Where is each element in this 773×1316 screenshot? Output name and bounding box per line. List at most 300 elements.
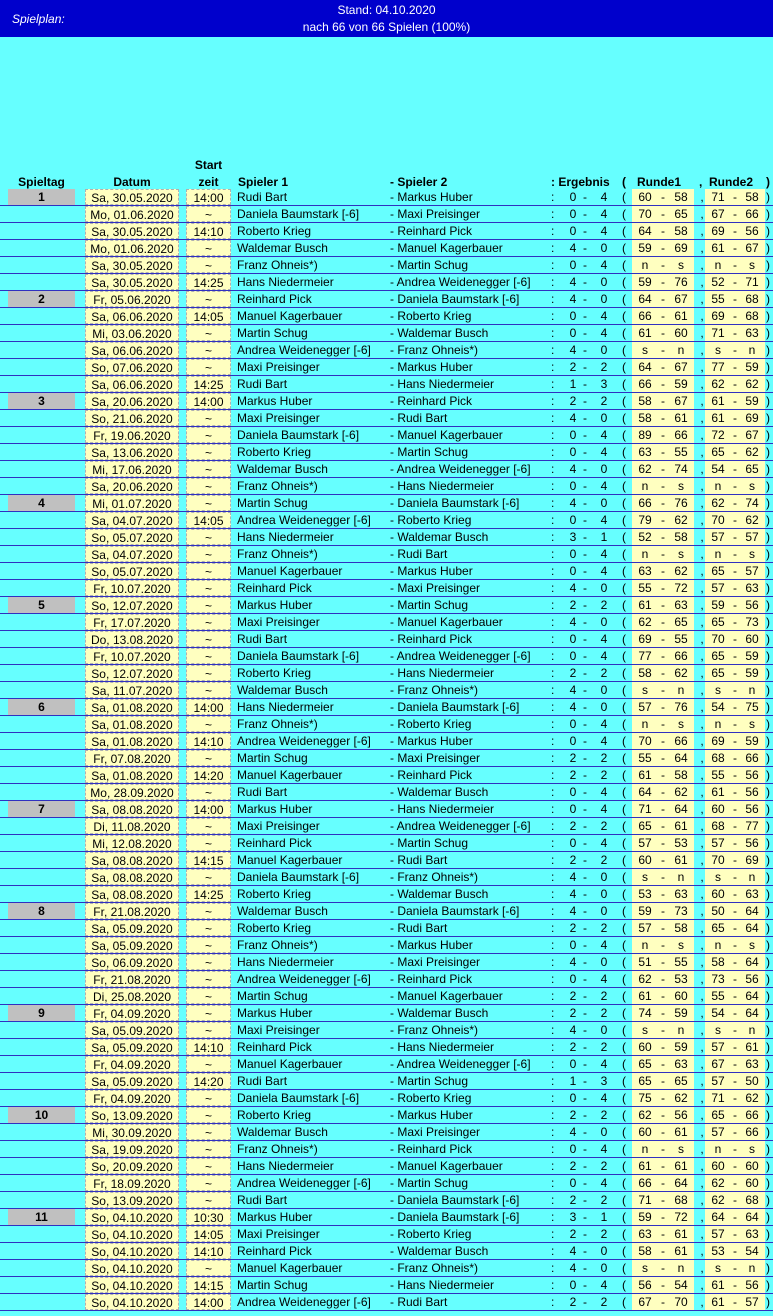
result-away: 2 — [600, 1227, 608, 1241]
round1-away: 59 — [668, 1005, 694, 1021]
open-paren: ( — [622, 530, 626, 544]
round2-away: s — [739, 1141, 765, 1157]
col-comma: , — [699, 175, 703, 189]
result-away: 0 — [600, 955, 608, 969]
round2-home: 61 — [705, 784, 731, 800]
start-time-cell: ~ — [186, 818, 231, 834]
result-away: 0 — [600, 462, 608, 476]
open-paren: ( — [622, 309, 626, 323]
round1-away: 58 — [668, 529, 694, 545]
table-row — [0, 223, 773, 240]
result-dash: - — [583, 615, 587, 629]
close-paren: ) — [766, 411, 770, 425]
round1-dash: - — [658, 325, 668, 341]
round-separator: , — [700, 615, 704, 629]
round2-dash: - — [733, 530, 737, 544]
round-separator: , — [700, 462, 704, 476]
result-dash: - — [583, 938, 587, 952]
result-away: 4 — [600, 564, 608, 578]
result-dash: - — [583, 428, 587, 442]
table-row — [0, 1005, 773, 1022]
round1-away: 67 — [668, 393, 694, 409]
table-row — [0, 478, 773, 495]
result-away: 4 — [600, 224, 608, 238]
open-paren: ( — [622, 870, 626, 884]
open-paren: ( — [622, 887, 626, 901]
result-dash: - — [583, 445, 587, 459]
player1-cell: Maxi Preisinger — [237, 819, 320, 833]
result-dash: - — [583, 904, 587, 918]
round1-away: 64 — [668, 801, 694, 817]
table-row — [0, 1294, 773, 1311]
round1-home: 57 — [632, 699, 658, 715]
round1-home: 67 — [632, 1294, 658, 1310]
matchday-cell — [8, 461, 75, 477]
result-dash: - — [583, 411, 587, 425]
table-row — [0, 274, 773, 291]
result-home: 2 — [569, 1108, 577, 1122]
round2-home: 65 — [705, 444, 731, 460]
matchday-cell — [8, 1022, 75, 1038]
round2-home: 62 — [705, 376, 731, 392]
result-home: 3 — [569, 1210, 577, 1224]
player2-cell: - Waldemar Busch — [390, 1244, 489, 1258]
result-home: 4 — [569, 955, 577, 969]
round1-dash: - — [658, 818, 668, 834]
round2-home: 71 — [705, 189, 731, 205]
round2-dash: - — [733, 479, 737, 493]
close-paren: ) — [766, 1023, 770, 1037]
round1-away: 53 — [668, 971, 694, 987]
result-away: 0 — [600, 496, 608, 510]
matchday-cell — [8, 325, 75, 341]
result-colon: : — [551, 1057, 555, 1071]
round1-away: n — [668, 342, 694, 358]
round2-away: s — [739, 937, 765, 953]
player2-cell: - Andrea Weidenegger [-6] — [390, 649, 531, 663]
result-away: 4 — [600, 802, 608, 816]
round2-home: 57 — [705, 1226, 731, 1242]
round1-away: 76 — [668, 495, 694, 511]
result-home: 2 — [569, 853, 577, 867]
round2-away: 63 — [739, 580, 765, 596]
open-paren: ( — [622, 1125, 626, 1139]
player1-cell: Reinhard Pick — [237, 292, 312, 306]
result-dash: - — [583, 768, 587, 782]
round2-home: 69 — [705, 223, 731, 239]
date-cell: Sa, 05.09.2020 — [85, 1073, 179, 1089]
result-away: 2 — [600, 1159, 608, 1173]
date-cell: Sa, 01.08.2020 — [85, 767, 179, 783]
round-separator: , — [700, 326, 704, 340]
round1-away: 63 — [668, 1056, 694, 1072]
date-cell: So, 07.06.2020 — [85, 359, 179, 375]
round2-away: s — [739, 257, 765, 273]
round1-away: 58 — [668, 920, 694, 936]
result-colon: : — [551, 462, 555, 476]
round1-dash: - — [658, 1073, 668, 1089]
round1-home: 65 — [632, 1056, 658, 1072]
start-time-cell: ~ — [186, 325, 231, 341]
matchday-cell — [8, 954, 75, 970]
close-paren: ) — [766, 853, 770, 867]
result-colon: : — [551, 445, 555, 459]
result-dash: - — [583, 1023, 587, 1037]
player2-cell: - Hans Niedermeier — [390, 802, 495, 816]
round1-home: 69 — [632, 631, 658, 647]
matchday-cell — [8, 1056, 75, 1072]
result-home: 0 — [569, 1091, 577, 1105]
player1-cell: Markus Huber — [237, 802, 313, 816]
round1-away: 61 — [668, 818, 694, 834]
round1-away: 59 — [668, 376, 694, 392]
result-dash: - — [583, 1125, 587, 1139]
result-away: 0 — [600, 1261, 608, 1275]
start-time-cell: ~ — [186, 546, 231, 562]
date-cell: Fr, 21.08.2020 — [85, 971, 179, 987]
round1-home: 70 — [632, 206, 658, 222]
round1-dash: - — [658, 1005, 668, 1021]
result-colon: : — [551, 598, 555, 612]
date-cell: Fr, 18.09.2020 — [85, 1175, 179, 1191]
result-home: 4 — [569, 241, 577, 255]
round2-dash: - — [733, 938, 737, 952]
close-paren: ) — [766, 734, 770, 748]
result-colon: : — [551, 836, 555, 850]
start-time-cell: ~ — [186, 869, 231, 885]
open-paren: ( — [622, 1040, 626, 1054]
round2-dash: - — [733, 241, 737, 255]
result-colon: : — [551, 547, 555, 561]
round2-home: 61 — [705, 240, 731, 256]
start-time-cell: 14:25 — [186, 376, 231, 392]
open-paren: ( — [622, 700, 626, 714]
round-separator: , — [700, 666, 704, 680]
player2-cell: - Martin Schug — [390, 1176, 469, 1190]
round2-home: 68 — [705, 818, 731, 834]
player1-cell: Maxi Preisinger — [237, 1227, 320, 1241]
round2-dash: - — [733, 394, 737, 408]
col-open-paren: ( — [622, 175, 626, 189]
start-time-cell: ~ — [186, 1175, 231, 1191]
result-home: 4 — [569, 1023, 577, 1037]
player2-cell: - Hans Niedermeier — [390, 666, 495, 680]
round2-away: 63 — [739, 1056, 765, 1072]
result-home: 0 — [569, 479, 577, 493]
result-dash: - — [583, 1108, 587, 1122]
table-row — [0, 699, 773, 716]
matchday-cell — [8, 240, 75, 256]
result-home: 0 — [569, 785, 577, 799]
close-paren: ) — [766, 513, 770, 527]
close-paren: ) — [766, 564, 770, 578]
round2-home: 57 — [705, 1039, 731, 1055]
close-paren: ) — [766, 1193, 770, 1207]
round2-away: 66 — [739, 1107, 765, 1123]
player2-cell: - Maxi Preisinger — [390, 581, 481, 595]
round1-home: 59 — [632, 240, 658, 256]
result-away: 2 — [600, 598, 608, 612]
result-away: 4 — [600, 513, 608, 527]
start-time-cell: 14:20 — [186, 1073, 231, 1089]
result-away: 4 — [600, 632, 608, 646]
round2-away: 63 — [739, 325, 765, 341]
result-away: 2 — [600, 360, 608, 374]
start-time-cell: 14:00 — [186, 699, 231, 715]
player2-cell: - Roberto Krieg — [390, 309, 472, 323]
round2-dash: - — [733, 496, 737, 510]
round1-home: 59 — [632, 1209, 658, 1225]
date-cell: Fr, 05.06.2020 — [85, 291, 179, 307]
date-cell: So, 04.10.2020 — [85, 1260, 179, 1276]
start-time-cell: ~ — [186, 1260, 231, 1276]
round2-dash: - — [733, 870, 737, 884]
player1-cell: Hans Niedermeier — [237, 955, 334, 969]
round1-dash: - — [658, 835, 668, 851]
round1-dash: - — [658, 971, 668, 987]
round1-dash: - — [658, 427, 668, 443]
result-away: 0 — [600, 1125, 608, 1139]
result-dash: - — [583, 598, 587, 612]
start-time-cell: ~ — [186, 359, 231, 375]
round2-dash: - — [733, 1125, 737, 1139]
open-paren: ( — [622, 819, 626, 833]
round1-dash: - — [658, 988, 668, 1004]
result-away: 2 — [600, 819, 608, 833]
player1-cell: Manuel Kagerbauer — [237, 1261, 343, 1275]
result-home: 4 — [569, 870, 577, 884]
result-away: 2 — [600, 768, 608, 782]
round1-dash: - — [658, 716, 668, 732]
result-dash: - — [583, 343, 587, 357]
date-cell: Sa, 05.09.2020 — [85, 1022, 179, 1038]
close-paren: ) — [766, 1040, 770, 1054]
matchday-cell — [8, 308, 75, 324]
round2-home: 64 — [705, 1209, 731, 1225]
round2-away: 64 — [739, 954, 765, 970]
result-colon: : — [551, 564, 555, 578]
result-away: 0 — [600, 887, 608, 901]
open-paren: ( — [622, 1057, 626, 1071]
round1-dash: - — [658, 1039, 668, 1055]
round2-away: 57 — [739, 1294, 765, 1310]
result-away: 4 — [600, 734, 608, 748]
round1-dash: - — [658, 342, 668, 358]
start-time-cell: ~ — [186, 988, 231, 1004]
round2-dash: - — [733, 360, 737, 374]
matchday-cell — [8, 1039, 75, 1055]
round2-away: 63 — [739, 886, 765, 902]
open-paren: ( — [622, 1176, 626, 1190]
round2-dash: - — [733, 904, 737, 918]
round1-home: s — [632, 342, 658, 358]
result-colon: : — [551, 1023, 555, 1037]
round2-away: 54 — [739, 1243, 765, 1259]
result-colon: : — [551, 1210, 555, 1224]
round-separator: , — [700, 445, 704, 459]
result-home: 2 — [569, 989, 577, 1003]
round2-away: 56 — [739, 597, 765, 613]
start-time-cell: ~ — [186, 614, 231, 630]
player2-cell: - Reinhard Pick — [390, 632, 473, 646]
result-away: 2 — [600, 1006, 608, 1020]
round1-home: 66 — [632, 308, 658, 324]
result-away: 4 — [600, 785, 608, 799]
result-away: 3 — [600, 1074, 608, 1088]
table-row — [0, 495, 773, 512]
round1-home: 64 — [632, 784, 658, 800]
result-dash: - — [583, 360, 587, 374]
date-cell: Sa, 11.07.2020 — [85, 682, 179, 698]
start-time-cell: ~ — [186, 240, 231, 256]
round1-home: s — [632, 869, 658, 885]
open-paren: ( — [622, 768, 626, 782]
player2-cell: - Daniela Baumstark [-6] — [390, 700, 520, 714]
player1-cell: Andrea Weidenegger [-6] — [237, 513, 371, 527]
start-time-cell: 14:10 — [186, 1039, 231, 1055]
date-cell: Fr, 21.08.2020 — [85, 903, 179, 919]
open-paren: ( — [622, 275, 626, 289]
open-paren: ( — [622, 292, 626, 306]
close-paren: ) — [766, 360, 770, 374]
round2-home: n — [705, 257, 731, 273]
round1-home: 60 — [632, 1039, 658, 1055]
date-cell: So, 04.10.2020 — [85, 1294, 179, 1310]
round1-away: 69 — [668, 240, 694, 256]
round1-dash: - — [658, 665, 668, 681]
round2-away: 74 — [739, 495, 765, 511]
player1-cell: Roberto Krieg — [237, 921, 312, 935]
round1-dash: - — [658, 886, 668, 902]
table-row — [0, 1243, 773, 1260]
open-paren: ( — [622, 615, 626, 629]
round1-dash: - — [658, 1226, 668, 1242]
close-paren: ) — [766, 224, 770, 238]
round1-home: n — [632, 478, 658, 494]
round2-away: n — [739, 342, 765, 358]
close-paren: ) — [766, 921, 770, 935]
open-paren: ( — [622, 1142, 626, 1156]
round1-away: 61 — [668, 1226, 694, 1242]
table-row — [0, 308, 773, 325]
matchday-cell — [8, 376, 75, 392]
table-row — [0, 1073, 773, 1090]
open-paren: ( — [622, 802, 626, 816]
result-colon: : — [551, 1176, 555, 1190]
round1-away: 55 — [668, 444, 694, 460]
table-row — [0, 1158, 773, 1175]
round1-home: 61 — [632, 767, 658, 783]
round1-home: 59 — [632, 903, 658, 919]
round2-dash: - — [733, 751, 737, 765]
result-home: 2 — [569, 394, 577, 408]
round-separator: , — [700, 989, 704, 1003]
result-dash: - — [583, 292, 587, 306]
close-paren: ) — [766, 989, 770, 1003]
result-colon: : — [551, 700, 555, 714]
close-paren: ) — [766, 1091, 770, 1105]
round1-away: 66 — [668, 427, 694, 443]
round2-away: 62 — [739, 1090, 765, 1106]
round1-dash: - — [658, 563, 668, 579]
close-paren: ) — [766, 1176, 770, 1190]
round1-home: 55 — [632, 750, 658, 766]
open-paren: ( — [622, 1278, 626, 1292]
result-colon: : — [551, 1125, 555, 1139]
result-home: 0 — [569, 547, 577, 561]
close-paren: ) — [766, 802, 770, 816]
result-home: 0 — [569, 309, 577, 323]
matchday-cell — [8, 512, 75, 528]
result-colon: : — [551, 428, 555, 442]
close-paren: ) — [766, 700, 770, 714]
round2-dash: - — [733, 1142, 737, 1156]
start-time-cell: ~ — [186, 444, 231, 460]
open-paren: ( — [622, 564, 626, 578]
player2-cell: - Markus Huber — [390, 734, 473, 748]
round2-away: 59 — [739, 393, 765, 409]
start-time-cell: ~ — [186, 597, 231, 613]
round1-home: 77 — [632, 648, 658, 664]
round1-home: 71 — [632, 1192, 658, 1208]
result-dash: - — [583, 1210, 587, 1224]
round2-home: 69 — [705, 733, 731, 749]
round1-home: 57 — [632, 835, 658, 851]
date-cell: Fr, 07.08.2020 — [85, 750, 179, 766]
open-paren: ( — [622, 751, 626, 765]
result-away: 2 — [600, 751, 608, 765]
result-home: 2 — [569, 598, 577, 612]
round1-home: 58 — [632, 393, 658, 409]
round1-dash: - — [658, 869, 668, 885]
round-separator: , — [700, 1040, 704, 1054]
player2-cell: - Maxi Preisinger — [390, 207, 481, 221]
date-cell: Sa, 30.05.2020 — [85, 223, 179, 239]
table-row — [0, 291, 773, 308]
open-paren: ( — [622, 836, 626, 850]
round1-home: s — [632, 682, 658, 698]
col-close-paren: ) — [766, 175, 770, 189]
result-away: 4 — [600, 309, 608, 323]
result-away: 2 — [600, 394, 608, 408]
round1-dash: - — [658, 954, 668, 970]
player2-cell: - Markus Huber — [390, 564, 473, 578]
result-dash: - — [583, 1295, 587, 1309]
round2-home: 60 — [705, 801, 731, 817]
open-paren: ( — [622, 785, 626, 799]
close-paren: ) — [766, 1057, 770, 1071]
result-home: 2 — [569, 1295, 577, 1309]
result-home: 4 — [569, 683, 577, 697]
result-home: 0 — [569, 632, 577, 646]
round1-away: 63 — [668, 597, 694, 613]
table-row — [0, 410, 773, 427]
result-colon: : — [551, 1261, 555, 1275]
matchday-cell: 11 — [8, 1209, 75, 1225]
result-colon: : — [551, 734, 555, 748]
round1-away: 72 — [668, 1209, 694, 1225]
stand-date: Stand: 04.10.2020 — [337, 3, 436, 17]
round-separator: , — [700, 1244, 704, 1258]
player2-cell: - Martin Schug — [390, 445, 469, 459]
round2-dash: - — [733, 1108, 737, 1122]
start-time-cell: ~ — [186, 631, 231, 647]
date-cell: Sa, 13.06.2020 — [85, 444, 179, 460]
open-paren: ( — [622, 241, 626, 255]
round-separator: , — [700, 598, 704, 612]
round1-dash: - — [658, 597, 668, 613]
round2-home: 65 — [705, 648, 731, 664]
